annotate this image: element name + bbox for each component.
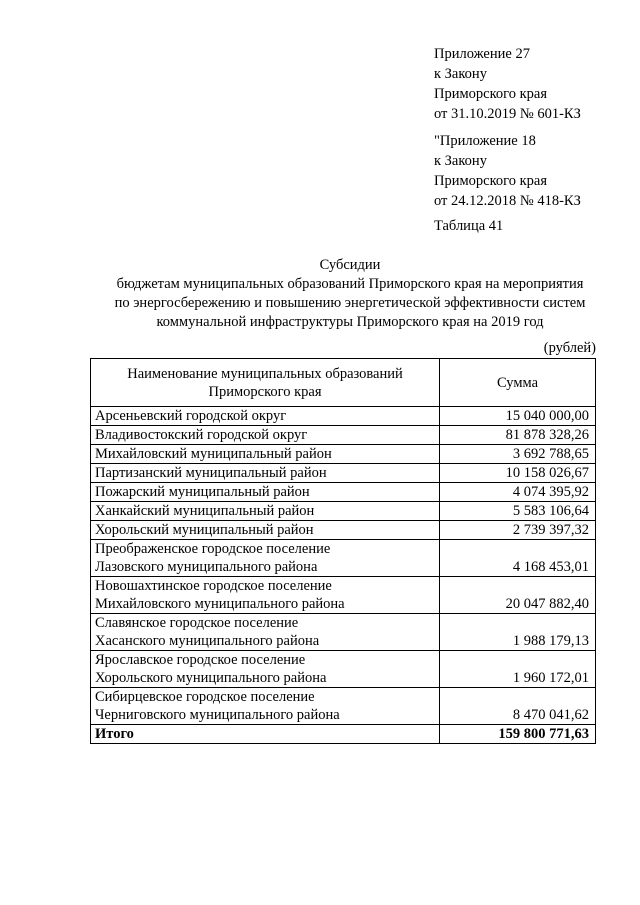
row-name-line: Черниговского муниципального района (95, 707, 340, 723)
document-title (60, 256, 640, 332)
row-name-line: Новошахтинское городское поселение (95, 578, 332, 594)
row-name (91, 540, 440, 577)
appendix-line: Приморского края (434, 86, 548, 102)
table-number: Таблица 41 (434, 218, 504, 234)
row-sum: 10 158 026,67 (440, 464, 596, 483)
row-sum: 4 074 395,92 (440, 483, 596, 502)
row-name-line: Преображенское городское поселение (95, 541, 331, 557)
row-name-line: Ярославское городское поселение (95, 652, 306, 668)
row-name-line: Славянское городское поселение (95, 615, 299, 631)
row-sum: 81 878 328,26 (440, 426, 596, 445)
row-sum: 1 960 172,01 (440, 651, 596, 688)
row-name (91, 426, 440, 445)
row-name-line: Ханкайский муниципальный район (95, 503, 315, 519)
row-name-line: Михайловский муниципальный район (95, 446, 332, 462)
row-sum: 8 470 041,62 (440, 688, 596, 725)
title-line: по энергосбережению и повышению энергетической эффективности систем (114, 295, 586, 311)
row-sum: 20 047 882,40 (440, 577, 596, 614)
table-row (91, 651, 596, 688)
row-name-line: Лазовского муниципального района (95, 559, 318, 575)
table-row (91, 464, 596, 483)
row-name-line: Михайловского муниципального района (95, 596, 345, 612)
table-body (91, 407, 596, 744)
table-row (91, 407, 596, 426)
row-name-line: Пожарский муниципальный район (95, 484, 310, 500)
appendix-line: Приморского края (434, 173, 548, 189)
row-name (91, 464, 440, 483)
table-row (91, 577, 596, 614)
header-name-line: Приморского края (208, 383, 322, 400)
header-name-line: Наименование муниципальных образований (127, 365, 403, 382)
appendix-line: от 31.10.2019 № 601-КЗ (434, 106, 581, 122)
appendix-current (434, 44, 581, 124)
total-row (91, 725, 596, 744)
row-sum: 15 040 000,00 (440, 407, 596, 426)
header-name (91, 359, 440, 407)
row-name (91, 521, 440, 540)
row-sum: 3 692 788,65 (440, 445, 596, 464)
table-row (91, 502, 596, 521)
header-sum: Сумма (440, 359, 596, 407)
title-line: бюджетам муниципальных образований Приморского края на мероприятия (116, 276, 584, 292)
row-sum: 1 988 179,13 (440, 614, 596, 651)
row-sum: 2 739 397,32 (440, 521, 596, 540)
appendix-line: "Приложение 18 (434, 133, 536, 149)
table-row (91, 614, 596, 651)
title-line: Субсидии (319, 257, 381, 273)
row-name (91, 445, 440, 464)
table-row (91, 445, 596, 464)
table-row (91, 521, 596, 540)
row-name-line: Хорольский муниципальный район (95, 522, 314, 538)
row-sum: 4 168 453,01 (440, 540, 596, 577)
row-name (91, 577, 440, 614)
row-name-line: Арсеньевский городской округ (95, 408, 287, 424)
table-row (91, 540, 596, 577)
row-name (91, 407, 440, 426)
row-name (91, 502, 440, 521)
appendix-line: Приложение 27 (434, 46, 530, 62)
row-name-line: Партизанский муниципальный район (95, 465, 327, 481)
appendix-previous (434, 131, 581, 211)
appendix-line: к Закону (434, 153, 487, 169)
unit-label: (рублей) (543, 340, 596, 356)
table-row (91, 483, 596, 502)
row-name (91, 614, 440, 651)
row-name-line: Хасанского муниципального района (95, 633, 320, 649)
row-name-line: Владивостокский городской округ (95, 427, 308, 443)
row-name (91, 483, 440, 502)
row-name (91, 688, 440, 725)
subsidy-table (90, 358, 596, 744)
row-name-line: Хорольского муниципального района (95, 670, 327, 686)
row-sum: 5 583 106,64 (440, 502, 596, 521)
table-row (91, 688, 596, 725)
appendix-line: от 24.12.2018 № 418-КЗ (434, 193, 581, 209)
table-header-row (91, 359, 596, 407)
row-name-line: Сибирцевское городское поселение (95, 689, 315, 705)
title-line: коммунальной инфраструктуры Приморского края на 2019 год (156, 314, 544, 330)
appendix-line: к Закону (434, 66, 487, 82)
total-label: Итого (91, 725, 440, 744)
row-name (91, 651, 440, 688)
total-sum: 159 800 771,63 (440, 725, 596, 744)
table-row (91, 426, 596, 445)
